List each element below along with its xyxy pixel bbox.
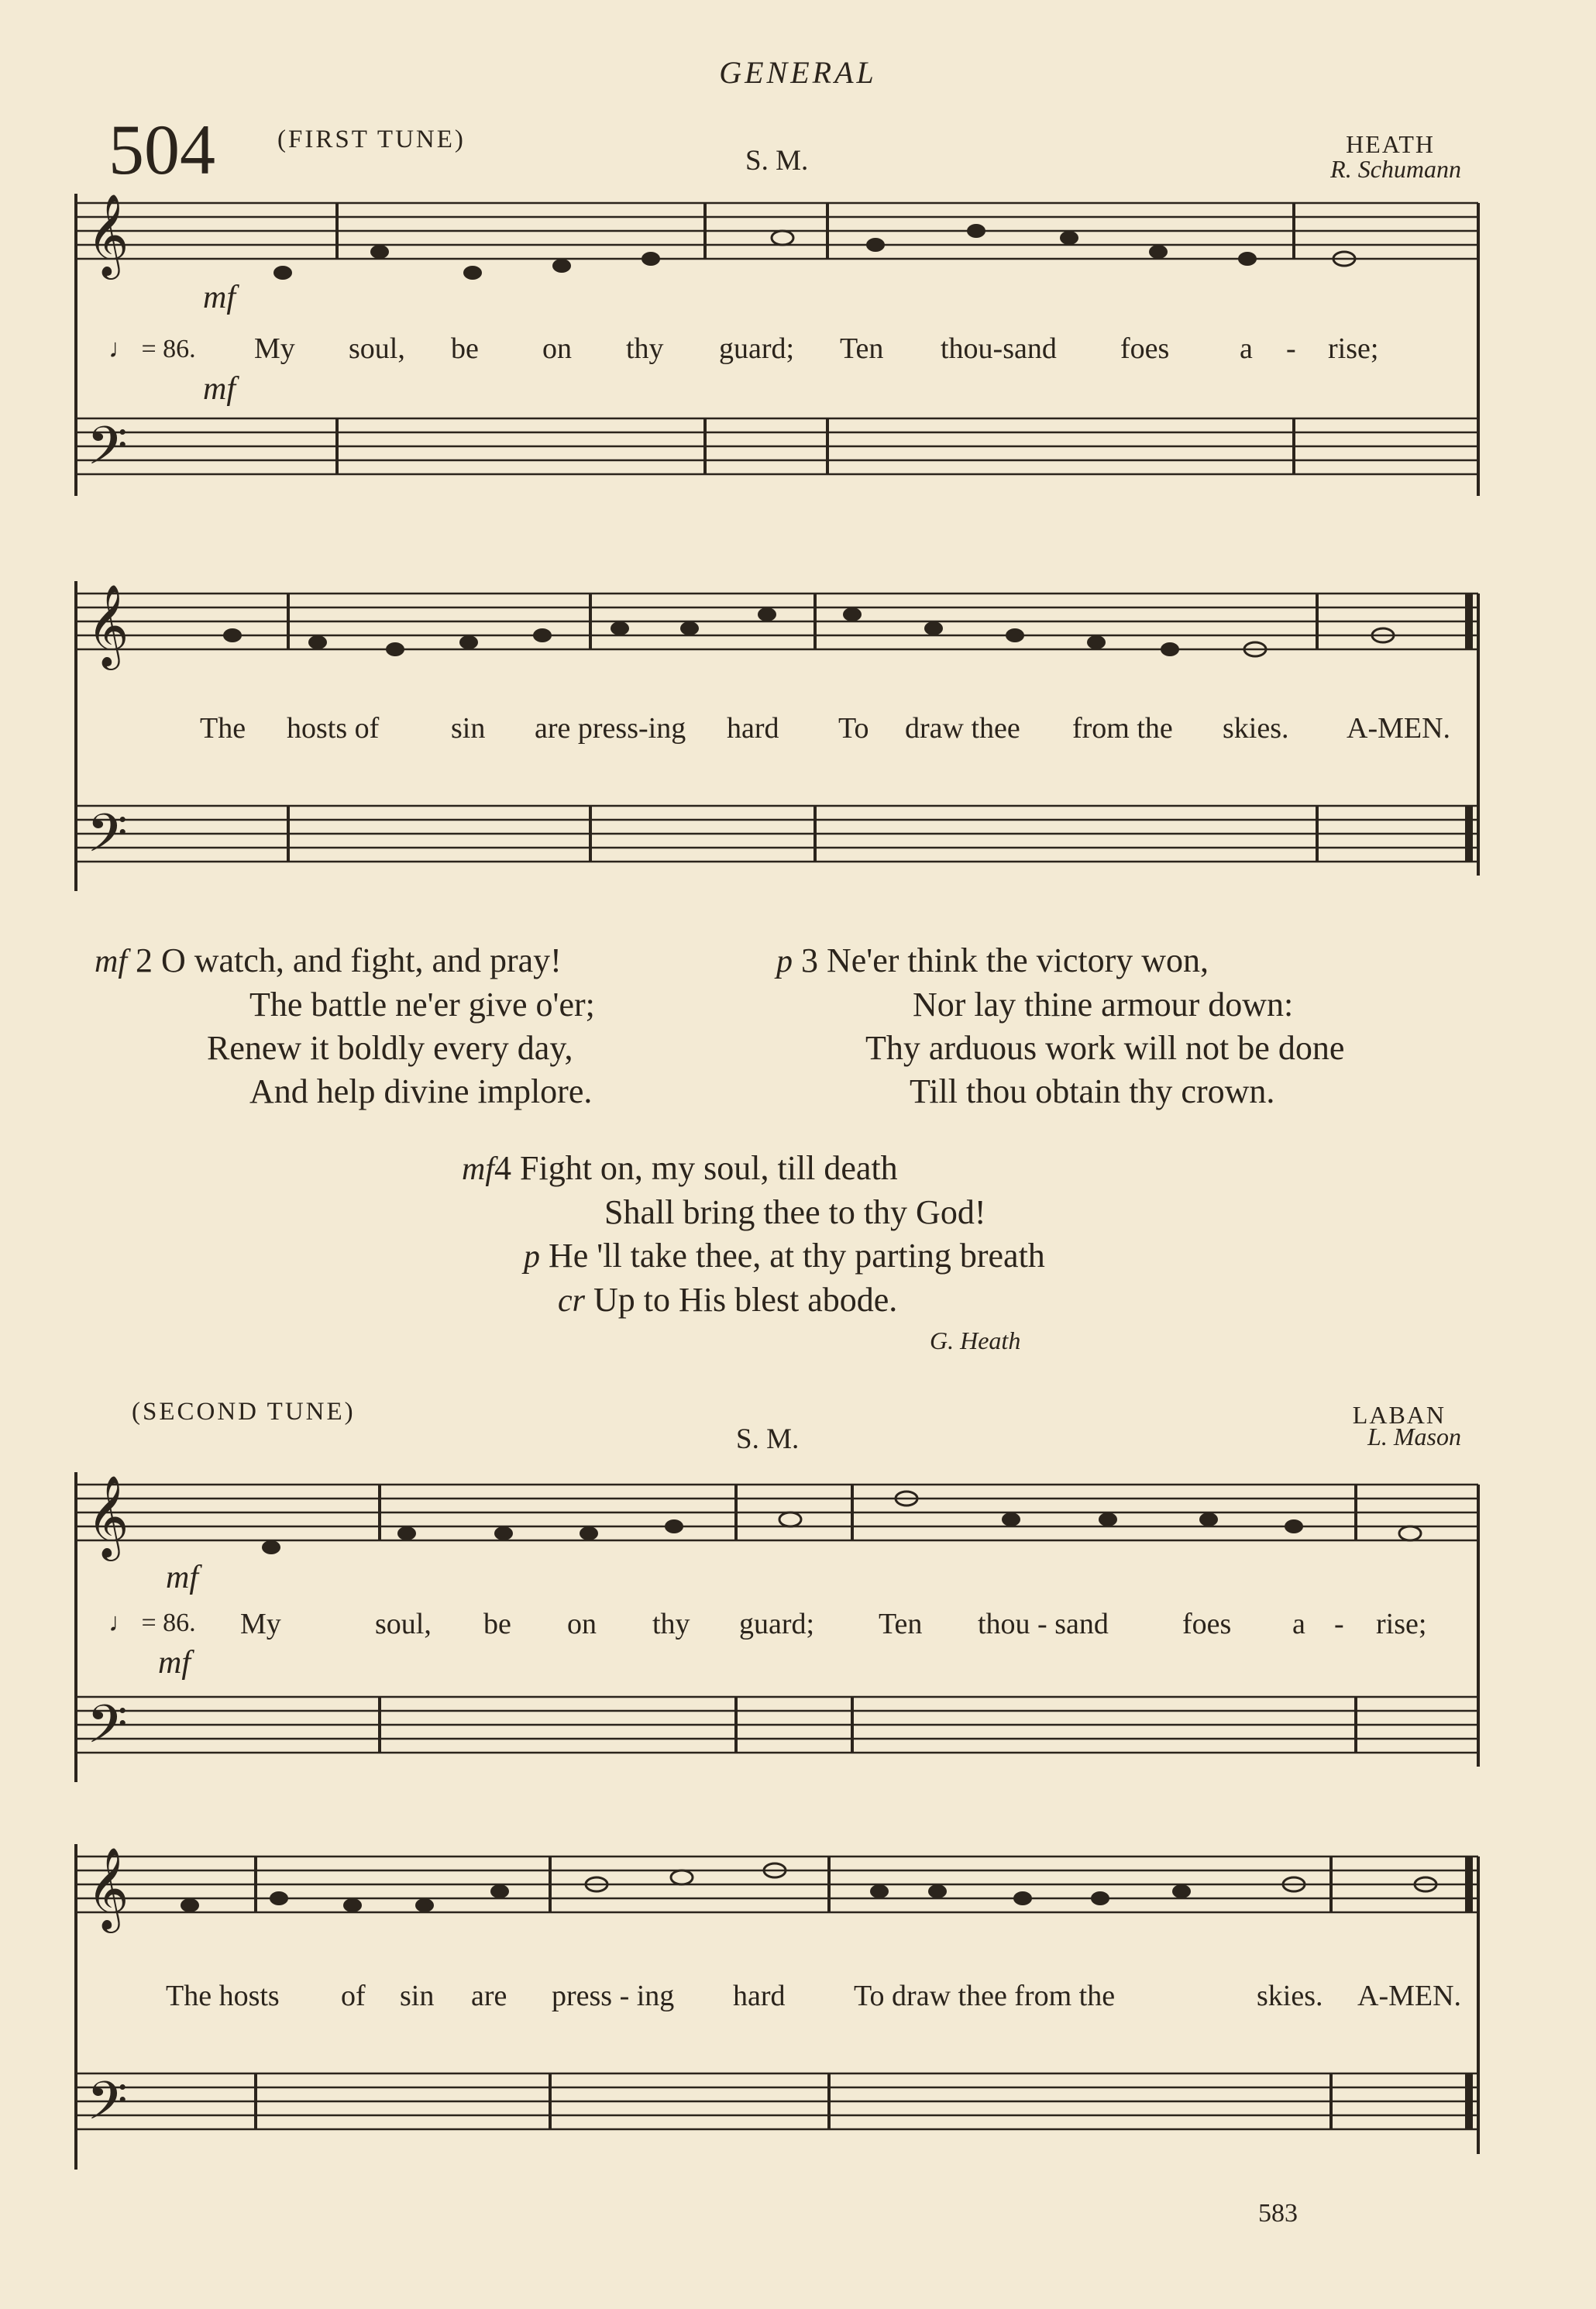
first-tune-composer: R. Schumann <box>1330 155 1461 183</box>
second-tune-s2-word: of <box>341 1980 366 2012</box>
stanza-4-dynamic: mf <box>462 1151 494 1187</box>
svg-text:𝄞: 𝄞 <box>87 1475 129 1557</box>
second-tune-s1-word: My <box>240 1608 281 1640</box>
stanza-4-line-1: Fight on, my soul, till death <box>520 1149 898 1187</box>
first-tune-name: HEATH <box>1346 130 1435 158</box>
svg-text:𝄢: 𝄢 <box>87 1695 128 1768</box>
second-tune-s2-word: are <box>471 1980 507 2012</box>
first-tune-s1-word: be <box>451 332 479 365</box>
stanza-4-number: 4 <box>494 1149 511 1187</box>
second-tune-s2-word: The hosts <box>166 1980 280 2012</box>
stanza-3-line-3: Thy arduous work will not be done <box>865 1029 1345 1067</box>
first-tune-s2-word: hard <box>727 712 779 745</box>
first-tune-label: (FIRST TUNE) <box>277 126 466 153</box>
first-tune-s1-word: Ten <box>840 332 884 365</box>
first-tune-s2-word: draw thee <box>905 712 1020 745</box>
svg-text:𝄞: 𝄞 <box>87 1846 129 1929</box>
second-tune-tempo: ♩ = 86. <box>108 1609 196 1637</box>
stanza-4-line-3-dynamic: p <box>524 1239 540 1275</box>
first-tune-s2-word: sin <box>451 712 486 745</box>
stanza-3 <box>776 939 1344 1113</box>
second-tune-s2-word: hard <box>733 1980 786 2012</box>
first-tune-s1-word: soul, <box>349 332 405 365</box>
first-tune-s1-word: thy <box>626 332 664 365</box>
second-tune-label: (SECOND TUNE) <box>132 1398 356 1426</box>
stanza-2-dynamic: mf <box>95 944 127 979</box>
second-tune-s1-word: guard; <box>739 1608 815 1640</box>
second-tune-meter: S. M. <box>736 1423 800 1455</box>
first-tune-s1-word: rise; <box>1328 332 1379 365</box>
stanza-2-line-2: The battle ne'er give o'er; <box>249 986 595 1024</box>
stanza-4-line-4: Up to His blest abode. <box>593 1281 898 1319</box>
second-tune-system1-bass-staff <box>76 1695 1478 1768</box>
stanza-2-line-3: Renew it boldly every day, <box>207 1029 573 1067</box>
second-tune-s1-word: - <box>1334 1608 1344 1640</box>
second-tune-dynamic: mf <box>166 1560 198 1595</box>
first-tune-s2-word: skies. <box>1223 712 1289 745</box>
second-tune-s2-word: A-MEN. <box>1357 1980 1462 2012</box>
stanza-4-line-3: He 'll take thee, at thy parting breath <box>549 1237 1045 1275</box>
first-tune-s1-word: guard; <box>719 332 795 365</box>
running-head: GENERAL <box>719 55 877 90</box>
stanza-4-line-4-dynamic: cr <box>558 1283 585 1319</box>
svg-text:𝄞: 𝄞 <box>87 193 129 276</box>
svg-text:𝄢: 𝄢 <box>87 2071 128 2145</box>
page-number: 583 <box>1258 2199 1298 2228</box>
second-tune-bass-dynamic: mf <box>158 1645 191 1681</box>
first-tune-s1-word: - <box>1286 332 1296 365</box>
first-tune-tempo: ♩ = 86. <box>108 335 196 363</box>
hymn-number: 504 <box>108 110 215 189</box>
second-tune-system2-bass-staff <box>76 2071 1478 2145</box>
first-tune-s1-word: thou-sand <box>941 332 1057 365</box>
second-tune-s2-word: To draw thee from the <box>854 1980 1116 2012</box>
first-tune-s2-word: are press-ing <box>535 712 686 745</box>
stanza-2 <box>95 939 595 1113</box>
first-tune-s2-word: To <box>838 712 869 745</box>
second-tune-s1-word: foes <box>1182 1608 1232 1640</box>
stanza-3-line-1: Ne'er think the victory won, <box>827 941 1209 979</box>
stanza-2-number: 2 <box>136 941 153 979</box>
stanza-4 <box>462 1147 1045 1323</box>
second-tune-s1-word: thy <box>652 1608 690 1640</box>
svg-text:𝄢: 𝄢 <box>87 804 128 877</box>
stanza-4-line-2: Shall bring thee to thy God! <box>604 1193 986 1231</box>
second-tune-s1-word: rise; <box>1376 1608 1427 1640</box>
first-tune-bass-dynamic: mf <box>203 371 236 407</box>
second-tune-s1-word: a <box>1292 1608 1305 1640</box>
first-tune-s2-word: A-MEN. <box>1347 712 1451 745</box>
stanza-3-dynamic: p <box>776 944 793 979</box>
first-tune-s1-word: foes <box>1120 332 1170 365</box>
second-tune-s2-word: sin <box>400 1980 435 2012</box>
first-tune-s2-word: from the <box>1072 712 1173 745</box>
second-tune-name: LABAN <box>1352 1401 1446 1429</box>
first-tune-s2-word: The <box>200 712 246 745</box>
first-tune-dynamic: mf <box>203 280 236 315</box>
first-tune-s1-word: a <box>1240 332 1253 365</box>
stanza-3-line-4: Till thou obtain thy crown. <box>910 1072 1275 1110</box>
second-tune-composer: L. Mason <box>1367 1423 1461 1450</box>
stanza-2-line-4: And help divine implore. <box>249 1072 593 1110</box>
second-tune-s1-word: on <box>567 1608 597 1640</box>
first-tune-s2-word: hosts of <box>287 712 380 745</box>
first-tune-s1-word: on <box>542 332 572 365</box>
stanza-2-line-1: O watch, and fight, and pray! <box>161 941 562 979</box>
stanza-3-number: 3 <box>801 941 818 979</box>
second-tune-s2-word: skies. <box>1257 1980 1323 2012</box>
author-attribution: G. Heath <box>930 1327 1021 1354</box>
second-tune-s2-word: press - ing <box>552 1980 675 2012</box>
svg-text:𝄢: 𝄢 <box>87 416 128 490</box>
second-tune-s1-word: be <box>483 1608 511 1640</box>
first-tune-s1-word: My <box>254 332 295 365</box>
first-tune-system1-bass-staff <box>76 416 1478 490</box>
first-tune-system2-bass-staff <box>76 804 1478 877</box>
second-tune-s1-word: Ten <box>879 1608 923 1640</box>
second-tune-s1-word: soul, <box>375 1608 432 1640</box>
stanza-3-line-2: Nor lay thine armour down: <box>913 986 1294 1024</box>
second-tune-s1-word: thou - sand <box>978 1608 1109 1640</box>
svg-text:𝄞: 𝄞 <box>87 583 129 666</box>
first-tune-meter: S. M. <box>745 145 809 177</box>
